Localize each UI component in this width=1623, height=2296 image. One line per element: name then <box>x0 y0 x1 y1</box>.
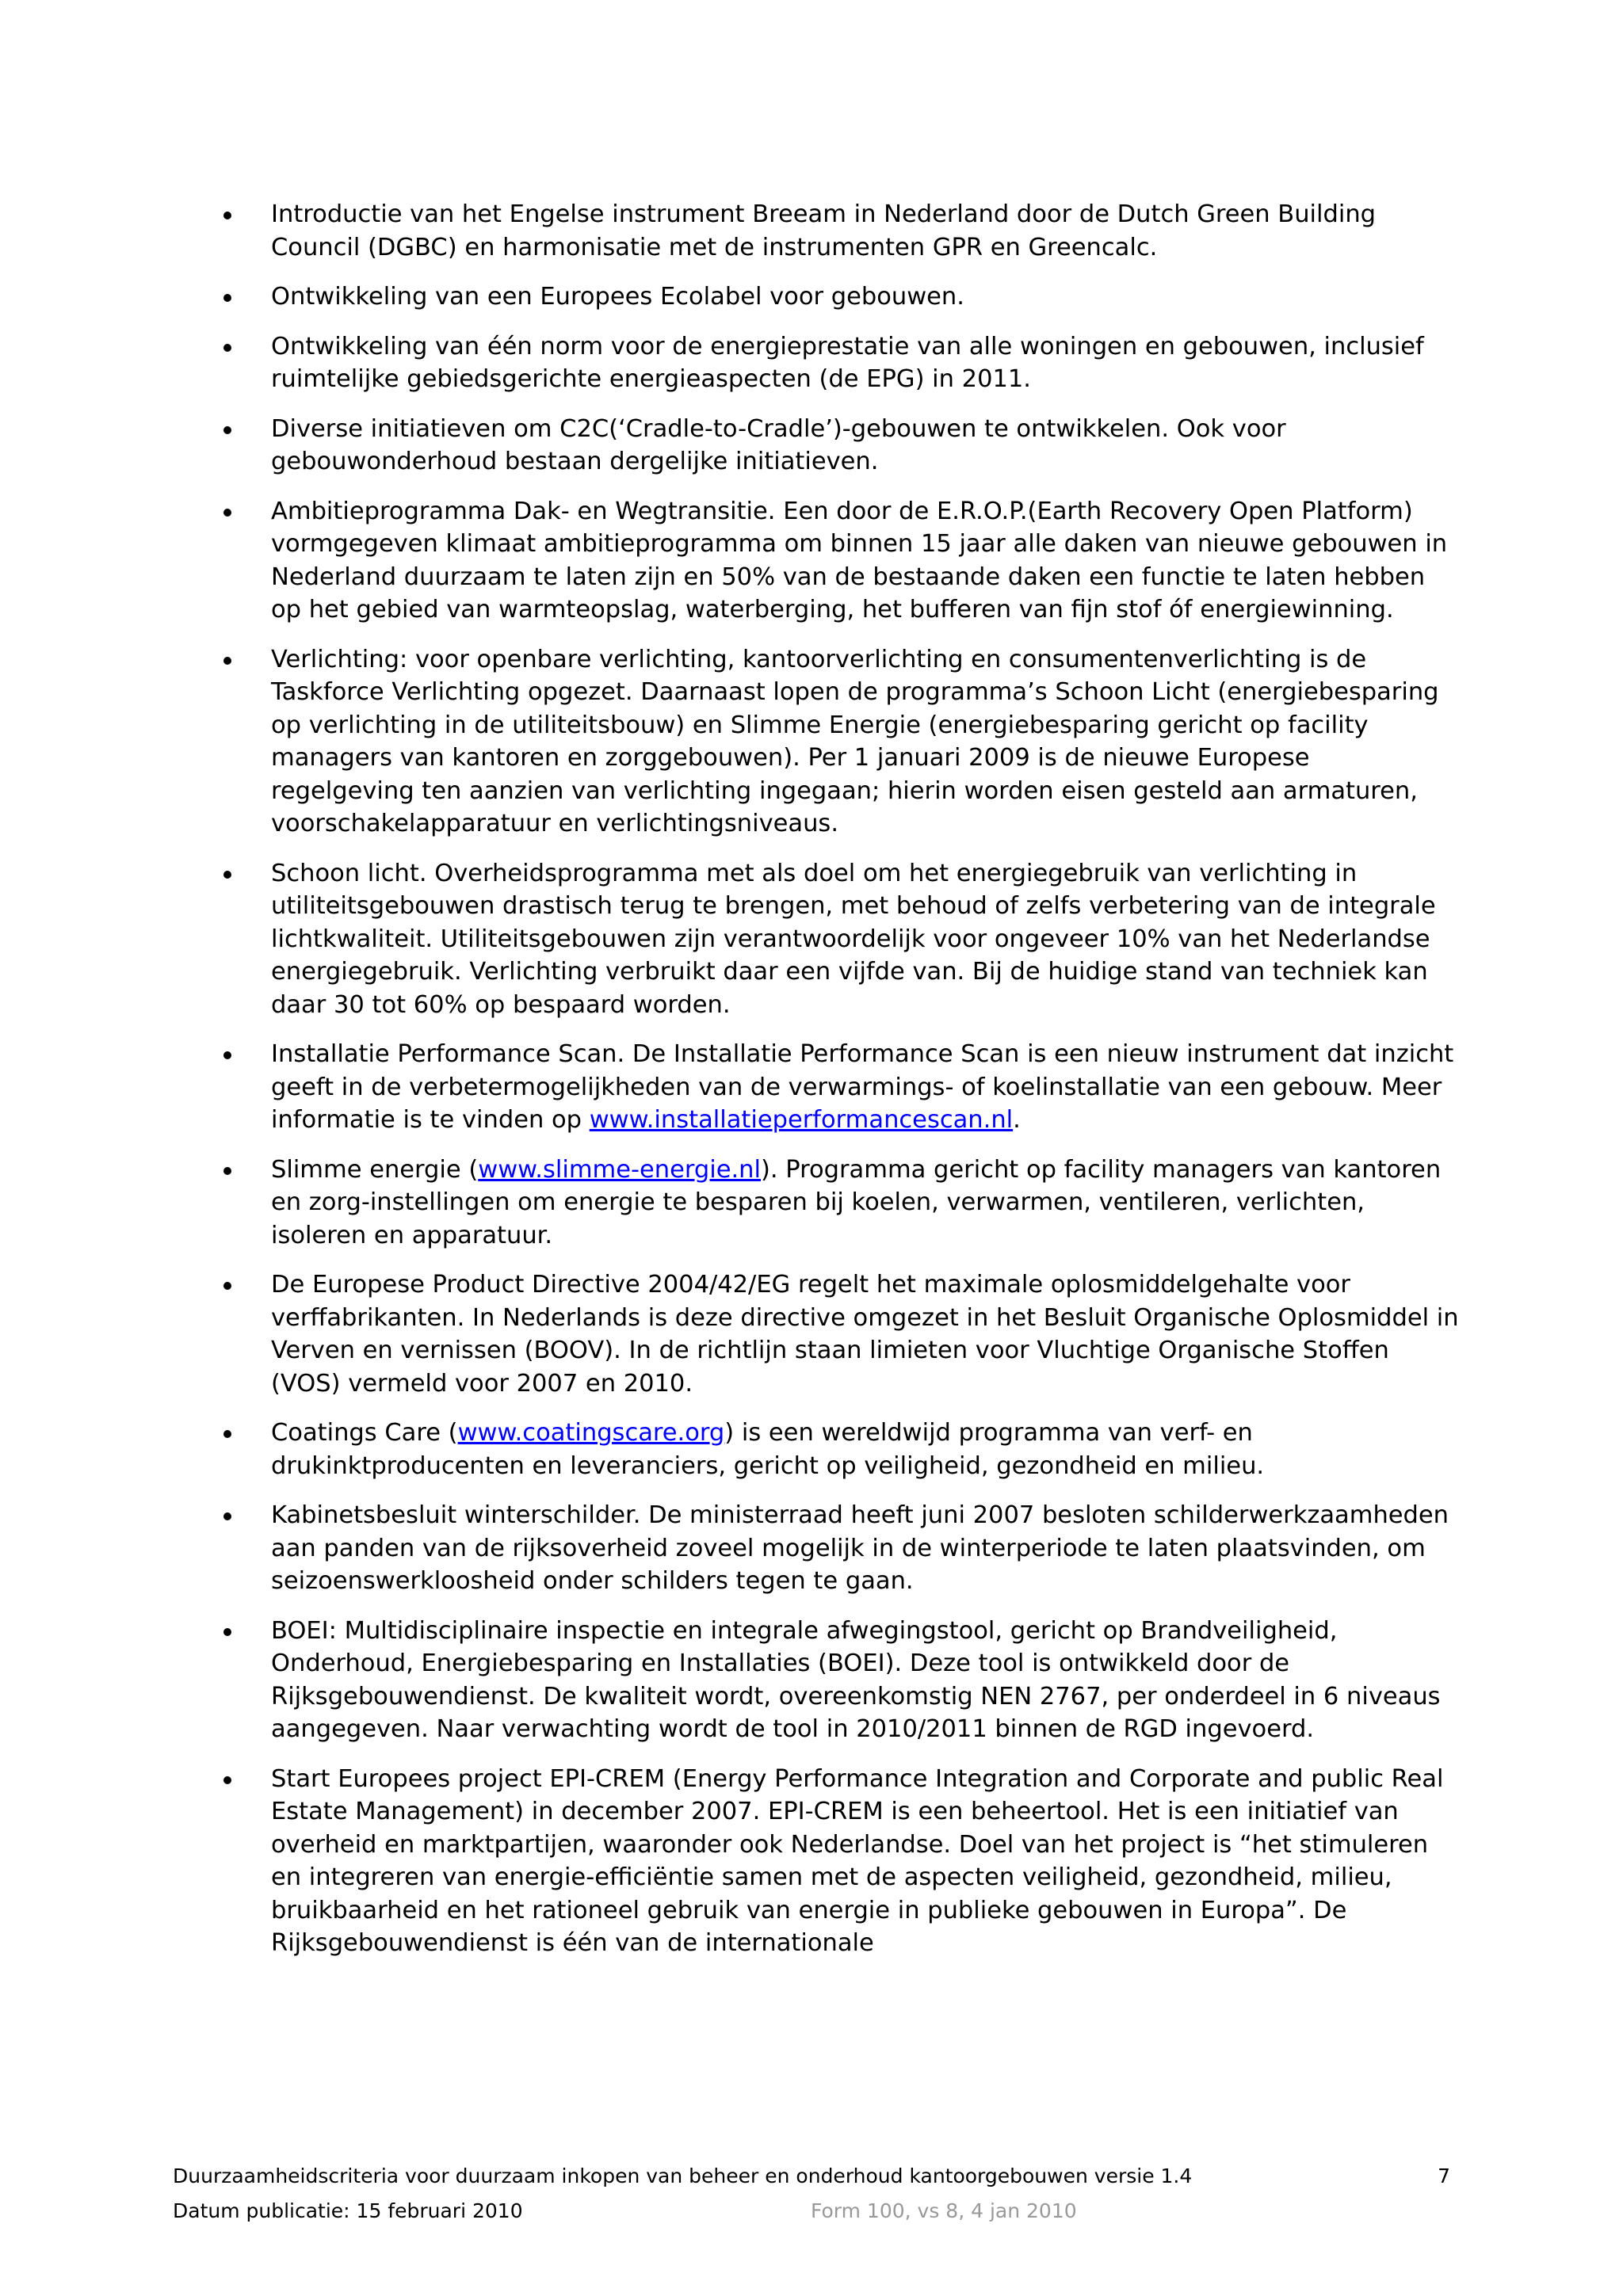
list-item-text <box>271 1765 1443 1958</box>
bullet-icon <box>216 1499 231 1520</box>
list-item <box>216 1417 1460 1482</box>
form-reference: Form 100, vs 8, 4 jan 2010 <box>811 2199 1077 2222</box>
list-item <box>216 1499 1460 1598</box>
bullet-icon <box>216 280 231 302</box>
list-item-text <box>271 1419 1264 1480</box>
bullet-icon <box>216 198 231 219</box>
list-item <box>216 280 1460 314</box>
list-item <box>216 1763 1460 1960</box>
text-run: Installatie Performance Scan. De Installatie Performance Scan is een nieuw instrument dat inzicht geeft in de verbetermogelijkheden van de verwarmings- of koelinstallatie van een gebouw. Meer informatie is te vinden op <box>271 1040 1454 1134</box>
list-item <box>216 495 1460 627</box>
bullet-icon <box>216 857 231 879</box>
list-item <box>216 330 1460 396</box>
list-item-text <box>271 1501 1449 1595</box>
list-item <box>216 413 1460 479</box>
footer-title: Duurzaamheidscriteria voor duurzaam inkopen van beheer en onderhoud kantoorgebouwen versie 1.4 <box>173 2164 1193 2187</box>
list-item-text <box>271 1617 1441 1744</box>
list-item-text <box>271 283 964 311</box>
list-item-text <box>271 200 1376 261</box>
text-run: Introductie van het Engelse instrument Breeam in Nederland door de Dutch Green Building Council (DGBC) en harmonisatie met de instrumenten GPR en Greencalc. <box>271 200 1377 261</box>
list-item <box>216 1615 1460 1746</box>
text-run: . <box>1013 1106 1021 1134</box>
text-run: Diverse initiatieven om C2C(‘Cradle-to-Cradle’)-gebouwen te ontwikkelen. Ook voor gebouwonderhoud bestaan dergelijke initiatieven. <box>271 414 1286 475</box>
bullet-icon <box>216 1763 231 1784</box>
text-run: BOEI: Multidisciplinaire inspectie en integrale afwegingstool, gericht op Brandveiligheid, Onderhoud, Energiebesparing en Installaties (BOEI). Deze tool is ontwikkeld door de Rijksgebouwendienst. De kwaliteit wordt, overeenkomstig NEN 2767, per onderdeel in 6 niveaus aangegeven. Naar verwachting wordt de tool in 2010/2011 binnen de RGD ingevoerd. <box>271 1616 1441 1743</box>
document-body <box>216 198 1460 1977</box>
list-item-text <box>271 860 1436 1019</box>
bullet-icon <box>216 413 231 434</box>
list-item-text <box>271 498 1447 624</box>
text-run: Start Europees project EPI-CREM (Energy Performance Integration and Corporate and public Real Estate Management) in december 2007. EPI-CREM is een beheertool. Het is een initiatief van overheid en marktpartijen, waaronder ook Nederlandse. Doel van het project is “het stimuleren en integreren van energie-efficiëntie samen met de aspecten veiligheid, gezondheid, milieu, bruikbaarheid en het rationeel gebruik van energie in publieke gebouwen in Europa”. De Rijksgebouwendienst is één van de internationale <box>271 1764 1444 1957</box>
text-run: ). Programma gericht op facility managers van kantoren en zorg-instellingen om energie te besparen bij koelen, verwarmen, ventileren, verlichten, isoleren en apparatuur. <box>271 1155 1442 1249</box>
list-item <box>216 857 1460 1022</box>
publication-date: Datum publicatie: 15 februari 2010 <box>173 2199 523 2222</box>
text-run: Slimme energie ( <box>271 1155 479 1184</box>
bullet-icon <box>216 1417 231 1438</box>
bullet-icon <box>216 1268 231 1290</box>
list-item-text <box>271 1040 1453 1134</box>
bullet-icon <box>216 643 231 665</box>
text-run: De Europese Product Directive 2004/42/EG regelt het maximale oplosmiddelgehalte voor verffabrikanten. In Nederlands is deze directive omgezet in het Besluit Organische Oplosmiddel in Verven en vernissen (BOOV). In de richtlijn staan limieten voor Vluchtige Organische Stoffen (VOS) vermeld voor 2007 en 2010. <box>271 1271 1459 1398</box>
list-item-text <box>271 1156 1441 1249</box>
bullet-list <box>216 198 1460 1960</box>
list-item-text <box>271 333 1424 394</box>
text-run: Kabinetsbesluit winterschilder. De ministerraad heeft juni 2007 besloten schilderwerkzaamheden aan panden van de rijksoverheid zoveel mogelijk in de winterperiode te laten plaatsvinden, om seizoenswerkloosheid onder schilders tegen te gaan. <box>271 1501 1449 1595</box>
hyperlink[interactable]: www.slimme-energie.nl <box>478 1155 761 1184</box>
bullet-icon <box>216 495 231 517</box>
list-item-text <box>271 1271 1459 1398</box>
text-run: Ontwikkeling van één norm voor de energieprestatie van alle woningen en gebouwen, inclusief ruimtelijke gebiedsgerichte energieaspecten (de EPG) in 2011. <box>271 332 1424 393</box>
bullet-icon <box>216 1038 231 1059</box>
list-item <box>216 1154 1460 1253</box>
list-item-text <box>271 415 1286 476</box>
text-run: Ontwikkeling van een Europees Ecolabel voor gebouwen. <box>271 283 964 311</box>
bullet-icon <box>216 330 231 352</box>
list-item-text <box>271 646 1439 838</box>
hyperlink[interactable]: www.coatingscare.org <box>457 1419 725 1447</box>
text-run: ) is een wereldwijd programma van verf- en drukinktproducenten en leveranciers, gericht op veiligheid, gezondheid en milieu. <box>271 1419 1265 1480</box>
text-run: Ambitieprogramma Dak- en Wegtransitie. Een door de E.R.O.P.(Earth Recovery Open Platform) vormgegeven klimaat ambitieprogramma om binnen 15 jaar alle daken van nieuwe gebouwen in Nederland duurzaam te laten zijn en 50% van de bestaande daken een functie te laten hebben op het gebied van warmteopslag, waterberging, het bufferen van fijn stof óf energiewinning. <box>271 497 1448 624</box>
text-run: Coatings Care ( <box>271 1419 458 1447</box>
list-item <box>216 1268 1460 1400</box>
hyperlink[interactable]: www.installatieperformancescan.nl <box>589 1106 1014 1134</box>
list-item <box>216 1038 1460 1137</box>
text-run: Schoon licht. Overheidsprogramma met als doel om het energiegebruik van verlichting in utiliteitsgebouwen drastisch terug te brengen, met behoud of zelfs verbetering van de integrale lichtkwaliteit. Utiliteitsgebouwen zijn verantwoordelijk voor ongeveer 10% van het Nederlandse energiegebruik. Verlichting verbruikt daar een vijfde van. Bij de huidige stand van techniek kan daar 30 tot 60% op bespaard worden. <box>271 859 1436 1019</box>
bullet-icon <box>216 1154 231 1175</box>
bullet-icon <box>216 1615 231 1636</box>
text-run: Verlichting: voor openbare verlichting, kantoorverlichting en consumentenverlichting is de Taskforce Verlichting opgezet. Daarnaast lopen de programma’s Schoon Licht (energiebesparing op verlichting in de utiliteitsbouw) en Slimme Energie (energiebesparing gericht op facility managers van kantoren en zorggebouwen). Per 1 januari 2009 is de nieuwe Europese regelgeving ten aanzien van verlichting ingegaan; hierin worden eisen gesteld aan armaturen, voorschakelapparatuur en verlichtingsniveaus. <box>271 645 1439 837</box>
list-item <box>216 198 1460 264</box>
page-number: 7 <box>1438 2164 1450 2187</box>
list-item <box>216 643 1460 841</box>
